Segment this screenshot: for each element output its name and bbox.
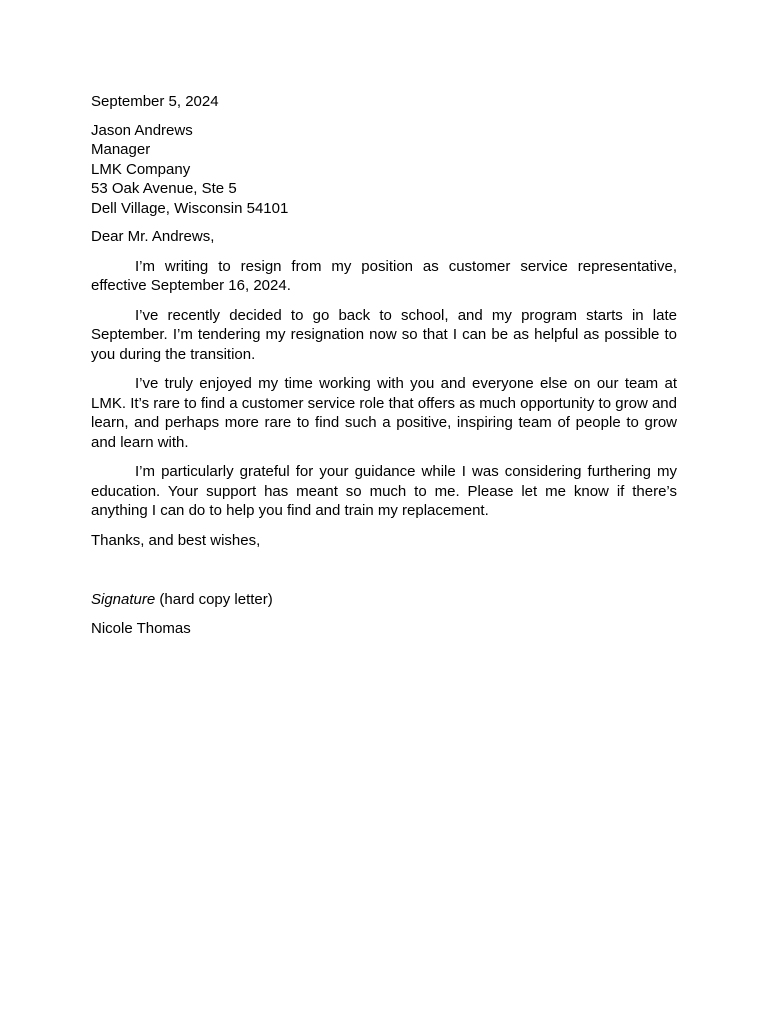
recipient-address <box>91 121 677 219</box>
body-paragraph: I’ve recently decided to go back to school, and my program starts in late September. I’m tendering my resignation now so that I can be as helpful as possible to you during the transition. <box>91 306 677 363</box>
recipient-street: 53 Oak Avenue, Ste 5 <box>91 180 237 197</box>
body-paragraph: I’ve truly enjoyed my time working with you and everyone else on our team at LMK. It’s rare to find a customer service role that offers as much opportunity to grow and learn, and perhaps more rare to find such a positive, inspiring team of people to grow and learn with. <box>91 375 677 451</box>
recipient-title: Manager <box>91 141 151 158</box>
salutation: Dear Mr. Andrews, <box>91 228 215 245</box>
closing: Thanks, and best wishes, <box>91 531 261 549</box>
letter <box>91 92 677 638</box>
body-paragraph: I’m particularly grateful for your guidance while I was considering furthering my education. Your support has meant so much to me. Please let me know if there’s anything I can do to help you find and train my replacement. <box>91 463 677 519</box>
recipient-name: Jason Andrews <box>91 121 193 139</box>
signature-line <box>91 590 677 610</box>
body-paragraph: I’m writing to resign from my position as customer service representative, effective September 16, 2024. <box>91 257 677 294</box>
recipient-company: LMK Company <box>91 160 191 178</box>
signature-label: Signature <box>91 591 156 608</box>
recipient-city-state-zip: Dell Village, Wisconsin 54101 <box>91 199 289 217</box>
letter-date: September 5, 2024 <box>91 93 219 110</box>
signature-note: (hard copy letter) <box>159 591 273 608</box>
sender-name: Nicole Thomas <box>91 619 191 637</box>
